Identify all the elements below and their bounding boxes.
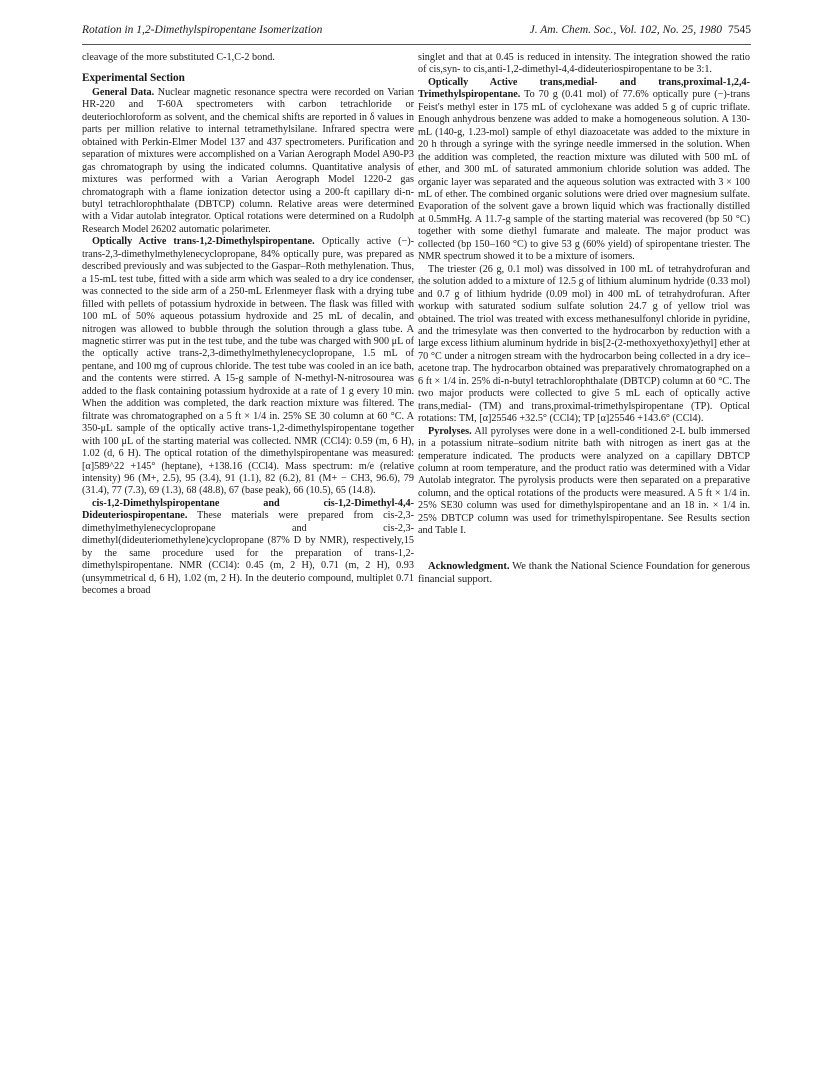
trimethyl-paragraph bbox=[418, 77, 750, 264]
intro-line: cleavage of the more substituted C-1,C-2 bond. bbox=[82, 52, 275, 63]
trans-dimethyl-text: Optically active (−)-trans-2,3-dimethylmethylenecyclopropane, 84% optically pure, was prepared as described previously and was subjected to the Gaspar–Roth methylenation. Thus, a 15-mL test tube, fitted with a side arm which was sealed to a dry ice condenser, was connected to the side arm of a 250-mL Erlenmeyer flask with a drying tube filled with pellets of potassium hydroxide in between. The flask was filled with 100 mL of 50% aqueous potassium hydroxide and 25 mL of decalin, and nitrogen was allowed to bubble through the solution through a glass tube. A magnetic stirrer was put in the test tube, and the tube was charged with 900 μL of the optically active trans-2,3-dimethylmethylenecyclopropane, 1.5 mL of pentane, and 100 mg of cuprous chloride. The test tube was cooled in an ice bath, and the contents were stirred. A 15-g sample of N-methyl-N-nitrosourea was added to the flask containing potassium hydroxide at a rate of 1 g every 10 min. When the addition was completed, the dark reaction mixture was filtered. The filtrate was chromatographed on a 5 ft × 1/4 in. 25% SE 30 column at 60 °C. A 350-μL sample of the optically active trans-1,2-dimethylspiropentane together with 100 μL of the starting material was collected. NMR (CCl4): 0.59 (m, 6 H), 1.02 (d, 6 H). The optical rotation of the dimethylspiropentane was measured: [α]589^22 +145° (heptane), +138.16 (CCl4). Mass spectrum: m/e (relative intensity) 96 (M+, 2.5), 95 (3.4), 91 (1.1), 82 (6.2), 81 (M+ − CH3, 96.6), 79 (31.4), 77 (7.3), 69 (1.3), 68 (48.8), 67 (base peak), 66 (10.5), 65 (14.8). bbox=[82, 236, 415, 497]
journal-citation bbox=[530, 24, 751, 36]
pyrolyses-text: All pyrolyses were done in a well-conditioned 2-L bulb immersed in a potassium nitrate–sodium nitrite bath with nitrogen as inert gas at the temperature indicated. The products were analyzed on a capillary DBTCP column at room temperature, and the product ratio was determined with a Vidar Autolab integrator. The pyrolysis products were then separated on a preparative column, and the optical rotations of the products were measured. A 5 ft × 1/4 in. 25% SE30 column was used for dimethylspiropentane and an 18 in. × 1/4 in. 25% DBTCP column was used for trimethylspiropentane. See Results section and Table I. bbox=[418, 425, 750, 537]
continuation-paragraph: singlet and that at 0.45 is reduced in intensity. The integration showed the ratio of cis,syn- to cis,anti-1,2-dimethyl-4,4-dideuteriospiropentane to be 3:1. bbox=[418, 52, 750, 76]
general-data-paragraph bbox=[82, 87, 414, 236]
journal-name: J. Am. Chem. Soc., Vol. 102, No. 25, 1980 bbox=[529, 24, 722, 36]
triester-paragraph: The triester (26 g, 0.1 mol) was dissolved in 100 mL of tetrahydrofuran and the solution added to a mixture of 12.5 g of lithium aluminum hydride (0.33 mol) and 0.7 g of lithium hydride (0.09 mol) in 400 mL of tetrahydrofuran. After workup with saturated sodium sulfate solution 24.7 g of yellow triol was obtained. The triol was treated with excess methanesulfonyl chloride in pyridine, and the trimesylate was then converted to the hydrocarbon by reduction with a large excess lithium aluminum hydride in bis[2-(2-methoxyethoxy)ethyl] ether at 70 °C under a nitrogen stream with the hydrocarbon being collected in a dry ice–acetone trap. The hydrocarbon obtained was preparatively chromatographed on a 6 ft × 1/4 in. 25% di-n-butyl tetrachlorophthalate (DBTCP) column at 60 °C. The two major products were collected to give 5 mL each of optically active trans,medial- (TM) and trans,proximal-trimethylspiropentane (TP). Optical rotations: TM, [α]25546 +32.5° (CCl4); TP [α]25546 +143.6° (CCl4). bbox=[418, 263, 750, 425]
trimethyl-text: To 70 g (0.41 mol) of 77.6% optically pure (−)-trans Feist's methyl ester in 175 mL of cyclohexane was added 5 g of cupric triflate. Enough anhydrous benzene was added to make a homogeneous solution. A 130-mL (140-g, 1.23-mol) sample of ethyl diazoacetate was added to the mixture in 20 h through a syringe with the syringe needle immersed in the solution. When the addition was completed, the reaction mixture was diluted with 500 mL of ether, and 300 mL of saturated ammonium chloride solution was added. The organic layer was separated and the aqueous solution was extracted with 3 × 100 mL of ether. The combined organic solutions were dried over magnesium sulfate. Evaporation of the solvent gave a brown liquid which was fractionally distilled at 0.5mmHg. A 11.7-g sample of the starting material was recovered (bp 50 °C) together with some diethyl fumarate and maleate. The major product was collected (bp 150–160 °C) to give 53 g (60% yield) of spiropentane triester. The NMR spectrum showed it to be a mixture of isomers. bbox=[418, 89, 750, 263]
general-data-text: Nuclear magnetic resonance spectra were recorded on Varian HR-220 and T-60A spectrometers with carbon tetrachloride or deuteriochloroform as solvent, and the chemical shifts are reported in δ values in parts per million relative to internal tetramethylsilane. Infrared spectra were obtained with Perkin-Elmer Model 137 and 437 spectrometers. Purification and separation of mixtures were accomplished on a Varian Aerograph Model A90-P3 gas chromatograph by using the indicated columns. Quantitative analysis of mixtures was performed with a Varian Aerograph Model 1220-2 gas chromatograph with a flame ionization detector using a 200-ft capillary di-n-butyl tetrachlorophthalate (DBTCP) column. Relative areas were determined with a Vidar autolab integrator. Optical rotations were determined on a Rudolph Research Model 26202 automatic polarimeter. bbox=[82, 86, 414, 235]
pyrolyses-paragraph bbox=[418, 426, 750, 538]
acknowledgment-text: We thank the National Science Foundation for generous financial support. bbox=[418, 560, 750, 585]
pyrolyses-heading: Pyrolyses. bbox=[428, 425, 472, 437]
acknowledgment-heading: Acknowledgment. bbox=[428, 560, 510, 572]
right-column bbox=[418, 52, 750, 586]
running-title: Rotation in 1,2-Dimethylspiropentane Isomerization bbox=[82, 24, 323, 36]
trimethyl-heading: Optically Active trans,medial- and trans,proximal-1,2,4-Trimethylspiropentane. bbox=[418, 76, 750, 101]
cis-dimethyl-heading: cis-1,2-Dimethylspiropentane and cis-1,2-Dimethyl-4,4-Dideuteriospiropentane. bbox=[82, 497, 414, 522]
cis-dimethyl-paragraph bbox=[82, 498, 414, 598]
header-rule bbox=[82, 44, 751, 45]
cis-dimethyl-text: These materials were prepared from cis-2,3-dimethylmethylenecyclopropane and cis-2,3-dimethyl(dideuteriomethylene)cyclopropane (87% D by NMR), respectively,15 by the same procedure used for the preparation of trans-1,2-dimethylspiropentane. NMR (CCl4): 0.45 (m, 2 H), 0.71 (m, 2 H), 0.93 (unsymmetrical d, 6 H), 1.02 (m, 2 H). In the deuterio compound, multiplet 0.71 becomes a broad bbox=[82, 510, 414, 597]
general-data-heading: General Data. bbox=[92, 86, 155, 98]
section-title: Experimental Section bbox=[82, 72, 185, 85]
page-number: 7545 bbox=[728, 24, 751, 36]
left-column bbox=[82, 52, 414, 597]
acknowledgment-paragraph bbox=[418, 560, 750, 586]
trans-dimethyl-paragraph bbox=[82, 236, 414, 498]
trans-dimethyl-heading: Optically Active trans-1,2-Dimethylspiropentane. bbox=[92, 236, 315, 248]
